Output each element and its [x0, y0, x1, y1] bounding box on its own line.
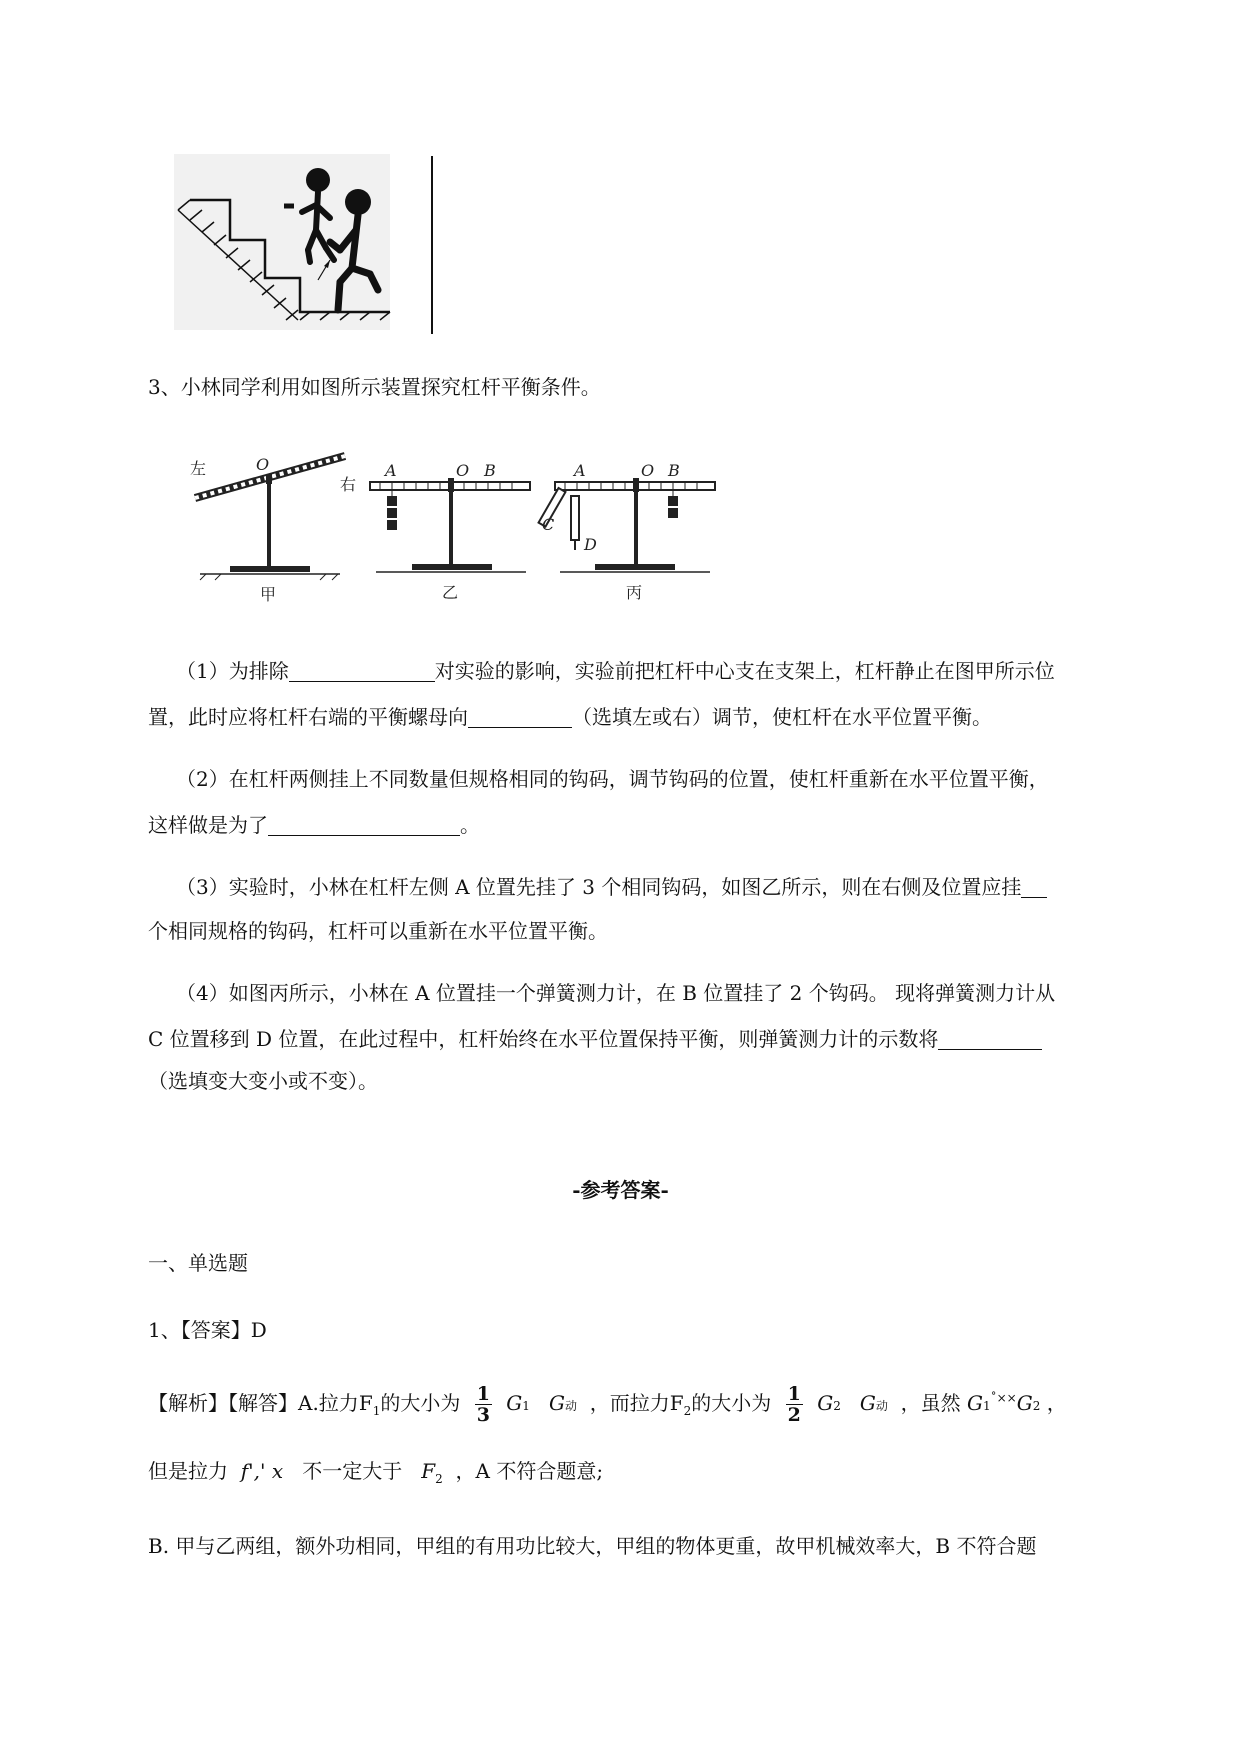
lever-bing: [539, 461, 715, 602]
lever-jia: [190, 455, 356, 604]
q3-part2-line1: （2）在杠杆两侧挂上不同数量但规格相同的钩码，调节钩码的位置，使杠杆重新在水平位置平衡，: [176, 767, 1049, 791]
caption-yi: 乙: [442, 583, 459, 602]
b-label-bing: B: [668, 461, 680, 480]
d-label-bing: D: [584, 535, 597, 554]
answers-heading: -参考答案-: [572, 1178, 669, 1202]
fraction-one-half: $\frac{1}{2}$: [787, 1383, 801, 1426]
blank-3[interactable]: [268, 813, 460, 836]
left-label: 左: [190, 459, 207, 478]
analysis-line1: 【解析】【解答】A.拉力$F_1$的大小为 $\frac{1}{3}$ G1 G动 ，而拉力$F_2$的大小为 $\frac{1}{2}$ G2 G动 ，虽然 G1˚××G2 ，: [148, 1383, 1067, 1426]
answer-1: 1、【答案】D: [148, 1318, 267, 1342]
question-3-title: 3、小林同学利用如图所示装置探究杠杆平衡条件。: [148, 375, 601, 399]
q3-part1-line2: 置，此时应将杠杆右端的平衡螺母向 （选填左或右）调节，使杠杆在水平位置平衡。: [148, 705, 992, 729]
blank-2[interactable]: [468, 705, 572, 728]
analysis-b: B. 甲与乙两组，额外功相同，甲组的有用功比较大，甲组的物体更重，故甲机械效率大，B 不符合题: [148, 1534, 1037, 1558]
o-label-jia: O: [256, 455, 270, 474]
caption-bing: 丙: [626, 583, 643, 602]
q3-part3-line2: 个相同规格的钩码，杠杆可以重新在水平位置平衡。: [148, 919, 608, 943]
lever-yi: [370, 461, 530, 602]
b-label-yi: B: [484, 461, 496, 480]
q3-part2-line2: 这样做是为了 。: [148, 813, 480, 837]
q3-part4-line1: （4）如图丙所示，小林在 A 位置挂一个弹簧测力计，在 B 位置挂了 2 个钩码。 现将弹簧测力计从: [176, 981, 1056, 1005]
section-title: 一、单选题: [148, 1251, 248, 1275]
stairs-figure: [170, 150, 440, 340]
q3-part1-line1: （1）为排除 对实验的影响，实验前把杠杆中心支在支架上，杠杆静止在图甲所示位: [176, 659, 1055, 683]
a-label-yi: A: [385, 461, 397, 480]
blank-4[interactable]: [1021, 875, 1047, 898]
a-label-bing: A: [574, 461, 586, 480]
c-label-bing: C: [542, 515, 555, 534]
lever-figures: [180, 438, 780, 608]
blank-1[interactable]: [289, 659, 435, 682]
right-label: 右: [340, 475, 357, 494]
o-label-yi: O: [456, 461, 470, 480]
q3-part3-line1: （3）实验时，小林在杠杆左侧 A 位置先挂了 3 个相同钩码，如图乙所示，则在右侧及位置应挂: [176, 872, 1047, 902]
caption-jia: 甲: [260, 585, 277, 604]
o-label-bing: O: [641, 461, 655, 480]
analysis-line2: 但是拉力 f',' x 不一定大于 $F_2$ ，A 不符合题意;: [148, 1459, 604, 1486]
q3-part4-line2: C 位置移到 D 位置，在此过程中，杠杆始终在水平位置保持平衡，则弹簧测力计的示数将: [148, 1024, 1042, 1054]
fraction-one-third: $\frac{1}{3}$: [476, 1383, 490, 1426]
blank-5[interactable]: [938, 1027, 1042, 1050]
q3-part4-line3: （选填变大变小或不变）。: [148, 1069, 378, 1093]
